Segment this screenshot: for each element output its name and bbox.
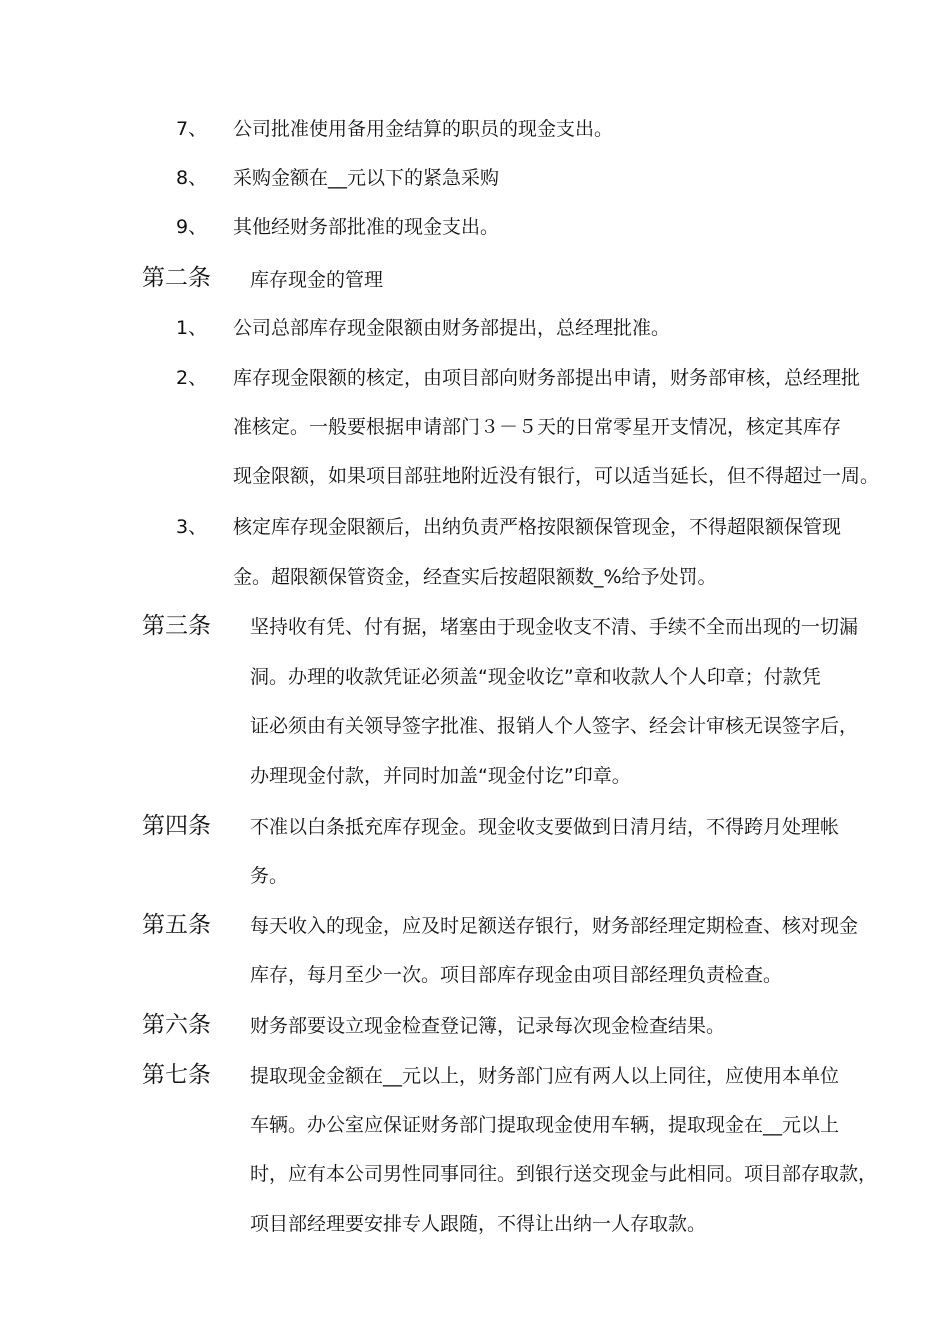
item-text: 库存现金限额的核定，由项目部向财务部提出申请，财务部审核，总经理批 [233, 367, 861, 389]
article-5-text: 库存，每月至少一次。项目部库存现金由项目部经理负责检查。 [250, 964, 783, 986]
article-3-text: 办理现金付款，并同时加盖“现金付讫”印章。 [250, 765, 631, 787]
article-3-label: 第三条 [142, 613, 211, 639]
article-7-text: 提取现金金额在__元以上，财务部门应有两人以上同往，应使用本单位 [250, 1065, 840, 1087]
item-number: 1、 [176, 317, 208, 339]
item-text: 其他经财务部批准的现金支出。 [233, 216, 500, 238]
item-number: 7、 [176, 118, 208, 140]
article-7-text: 项目部经理要安排专人跟随，不得让出纳一人存取款。 [250, 1213, 707, 1235]
item-number: 2、 [176, 367, 208, 389]
article-6-label: 第六条 [142, 1012, 211, 1038]
item-number: 8、 [176, 167, 208, 189]
article-6-text: 财务部要设立现金检查登记簿，记录每次现金检查结果。 [250, 1015, 726, 1037]
article-2-title: 库存现金的管理 [250, 269, 384, 291]
item-number: 3、 [176, 516, 208, 538]
item-text: 核定库存现金限额后，出纳负责严格按限额保管现金，不得超限额保管现 [233, 516, 842, 538]
article-4-text: 不准以白条抵充库存现金。现金收支要做到日清月结，不得跨月处理帐 [250, 816, 840, 838]
article-7-text: 时，应有本公司男性同事同往。到银行送交现金与此相同。项目部存取款， [250, 1163, 878, 1185]
article-2-label: 第二条 [142, 265, 211, 291]
article-3-text: 洞。办理的收款凭证必须盖“现金收讫”章和收款人个人印章；付款凭 [250, 666, 821, 688]
article-3-text: 证必须由有关领导签字批准、报销人个人签字、经会计审核无误签字后， [250, 715, 859, 737]
item-number: 9、 [176, 216, 208, 238]
item-text: 现金限额，如果项目部驻地附近没有银行，可以适当延长，但不得超过一周。 [233, 465, 880, 487]
item-text: 采购金额在__元以下的紧急采购 [233, 167, 500, 189]
item-text: 准核定。一般要根据申请部门３－５天的日常零星开支情况，核定其库存 [233, 416, 842, 438]
article-4-text: 务。 [250, 865, 289, 887]
article-5-text: 每天收入的现金，应及时足额送存银行，财务部经理定期检查、核对现金 [250, 915, 859, 937]
article-4-label: 第四条 [142, 813, 211, 839]
article-3-text: 坚持收有凭、付有据，堵塞由于现金收支不清、手续不全而出现的一切漏 [250, 616, 859, 638]
item-text: 公司批准使用备用金结算的职员的现金支出。 [233, 118, 614, 140]
article-7-label: 第七条 [142, 1062, 211, 1088]
item-text: 公司总部库存现金限额由财务部提出，总经理批准。 [233, 317, 671, 339]
article-5-label: 第五条 [142, 912, 211, 938]
item-text: 金。超限额保管资金，经查实后按超限额数_%给予处罚。 [233, 566, 717, 588]
article-7-text: 车辆。办公室应保证财务部门提取现金使用车辆，提取现金在__元以上 [250, 1114, 840, 1136]
